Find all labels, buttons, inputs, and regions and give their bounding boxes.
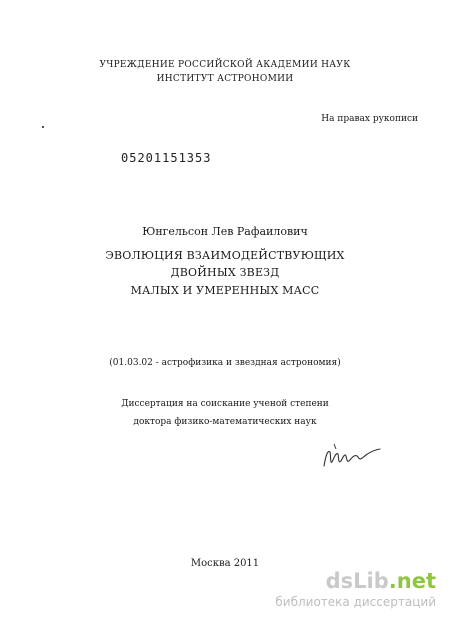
title-line-1: ЭВОЛЮЦИЯ ВЗАИМОДЕЙСТВУЮЩИХ [105, 249, 345, 262]
institute-name: ИНСТИТУТ АСТРОНОМИИ [156, 74, 294, 84]
title-line-2: ДВОЙНЫХ ЗВЕЗД [170, 266, 280, 279]
scan-speck [42, 126, 44, 128]
handwritten-signature [322, 440, 382, 470]
specialty-code: (01.03.02 - астрофизика и звездная астрономия) [109, 358, 341, 368]
watermark-logo-tld: .net [388, 569, 436, 593]
title-line-3: МАЛЫХ И УМЕРЕННЫХ МАСС [130, 284, 320, 297]
archive-code: 05201151353 [121, 151, 212, 165]
author-name: Юнгельсон Лев Рафаилович [142, 225, 308, 238]
dslib-watermark [275, 571, 436, 609]
institution-name: УЧРЕЖДЕНИЕ РОССИЙСКОЙ АКАДЕМИИ НАУК [99, 60, 351, 70]
city-year: Москва 2011 [190, 558, 260, 569]
dissertation-degree-line-2: доктора физико-математических наук [133, 417, 317, 427]
dissertation-degree-line-1: Диссертация на соискание ученой степени [121, 399, 329, 409]
watermark-logo [275, 571, 436, 592]
watermark-logo-main: dsLib [325, 569, 389, 593]
rights-note: На правах рукописи [321, 114, 418, 124]
watermark-subtitle: библиотека диссертаций [275, 595, 436, 609]
